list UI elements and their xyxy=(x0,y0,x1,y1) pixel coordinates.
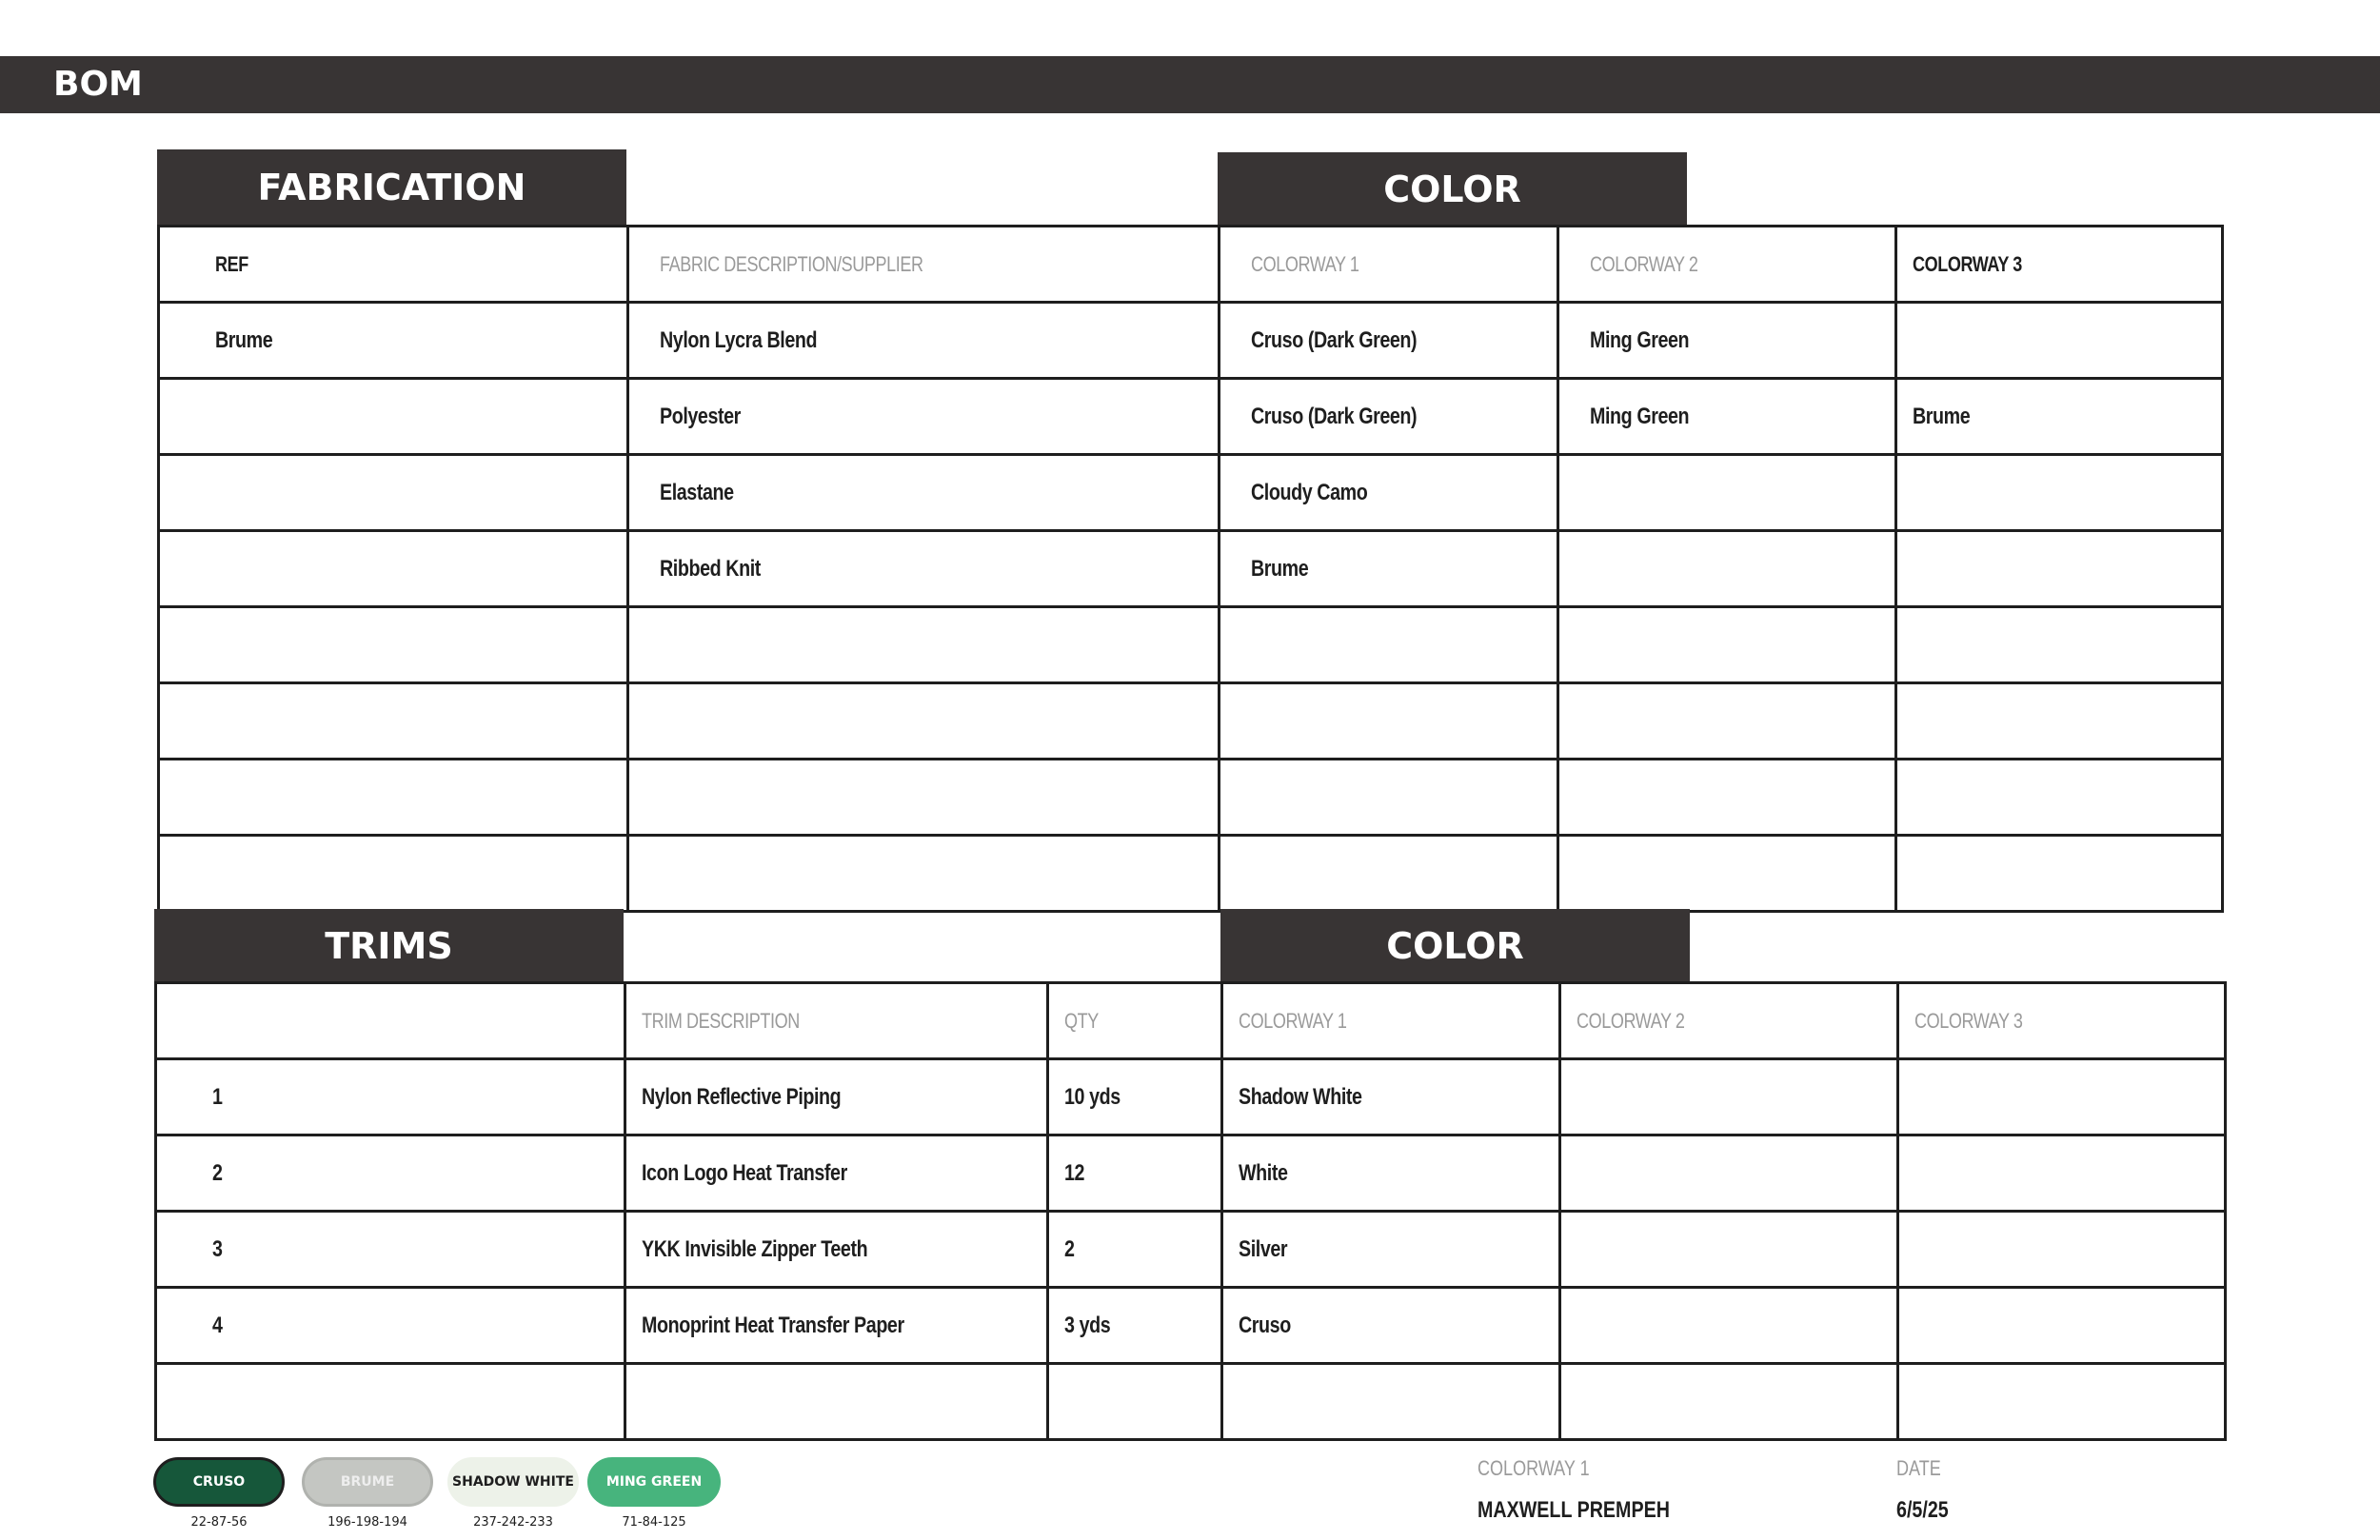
trims-cell-trim-description xyxy=(625,1135,1048,1212)
trims-cell-colorway-3 xyxy=(1898,1364,2226,1440)
trims-col-colorway-2-text: COLORWAY 2 xyxy=(1577,1008,1685,1033)
table-row xyxy=(156,1288,2226,1364)
trims-cell-number-text: 2 xyxy=(212,1159,223,1186)
fabrication-cell-fabric-description xyxy=(628,760,1220,836)
fabrication-cell-colorway-2 xyxy=(1558,607,1896,683)
fabrication-cell-colorway-1-text: Cruso (Dark Green) xyxy=(1251,326,1418,353)
fabrication-col-ref xyxy=(159,227,628,303)
table-row xyxy=(159,303,2223,379)
trims-cell-qty xyxy=(1048,1135,1222,1212)
fabrication-table xyxy=(157,225,2224,913)
trims-cell-colorway-2 xyxy=(1560,1364,1898,1440)
trims-col-qty xyxy=(1048,983,1222,1059)
fabrication-cell-colorway-3-text: Brume xyxy=(1913,403,1971,429)
swatch-code: 196-198-194 xyxy=(327,1515,407,1530)
footer-designer: MAXWELL PREMPEH xyxy=(1478,1497,1670,1523)
trims-cell-trim-description xyxy=(625,1059,1048,1135)
trims-cell-number xyxy=(156,1288,625,1364)
trims-col-qty-text: QTY xyxy=(1064,1008,1099,1033)
trims-cell-qty xyxy=(1048,1212,1222,1288)
trims-header: TRIMS xyxy=(154,909,624,983)
page-title: BOM xyxy=(53,65,143,104)
trims-cell-number xyxy=(156,1364,625,1440)
fabrication-cell-colorway-1 xyxy=(1220,455,1558,531)
trims-cell-colorway-3 xyxy=(1898,1059,2226,1135)
swatch-cruso: CRUSO xyxy=(153,1457,285,1507)
trims-cell-qty-text: 3 yds xyxy=(1064,1312,1111,1338)
table-row xyxy=(159,531,2223,607)
fabrication-cell-colorway-3 xyxy=(1896,836,2223,912)
trims-cell-colorway-1 xyxy=(1222,1212,1560,1288)
trims-col-trim-description xyxy=(625,983,1048,1059)
fabrication-cell-fabric-description xyxy=(628,607,1220,683)
trims-col-colorway-3-text: COLORWAY 3 xyxy=(1914,1008,2023,1033)
trims-col-trim-description-text: TRIM DESCRIPTION xyxy=(642,1008,800,1033)
trims-cell-number-text: 1 xyxy=(212,1083,223,1110)
fabrication-cell-colorway-3 xyxy=(1896,303,2223,379)
trims-cell-colorway-3 xyxy=(1898,1135,2226,1212)
fabrication-cell-colorway-2 xyxy=(1558,455,1896,531)
trims-cell-colorway-2 xyxy=(1560,1212,1898,1288)
trims-cell-number-text: 4 xyxy=(212,1312,223,1338)
swatch-shadow-white: SHADOW WHITE xyxy=(447,1457,579,1507)
trims-cell-qty-text: 10 yds xyxy=(1064,1083,1121,1110)
fabrication-cell-colorway-1-text: Cruso (Dark Green) xyxy=(1251,403,1418,429)
swatch-brume: BRUME xyxy=(302,1457,433,1507)
fabrication-cell-colorway-3 xyxy=(1896,683,2223,760)
fabrication-cell-fabric-description xyxy=(628,836,1220,912)
trims-col-colorway-1-text: COLORWAY 1 xyxy=(1239,1008,1347,1033)
fabrication-cell-colorway-2-text: Ming Green xyxy=(1590,326,1690,353)
fabrication-cell-colorway-2 xyxy=(1558,303,1896,379)
footer-colorway-label: COLORWAY 1 xyxy=(1478,1456,1590,1480)
trims-cell-qty xyxy=(1048,1364,1222,1440)
trims-cell-qty xyxy=(1048,1059,1222,1135)
fabrication-cell-colorway-3 xyxy=(1896,531,2223,607)
fabrication-cell-fabric-description xyxy=(628,303,1220,379)
trims-cell-colorway-1-text: Cruso xyxy=(1239,1312,1291,1338)
fabrication-cell-colorway-1 xyxy=(1220,836,1558,912)
fabrication-header-row xyxy=(159,227,2223,303)
trims-cell-colorway-1-text: Silver xyxy=(1239,1235,1288,1262)
fabrication-cell-colorway-2 xyxy=(1558,379,1896,455)
table-row xyxy=(159,683,2223,760)
swatch-ming-green: MING GREEN xyxy=(587,1457,721,1507)
fabrication-cell-ref xyxy=(159,683,628,760)
fabrication-cell-fabric-description-text: Polyester xyxy=(660,403,741,429)
fabrication-cell-colorway-2 xyxy=(1558,531,1896,607)
fabrication-cell-colorway-3 xyxy=(1896,607,2223,683)
swatch-code: 71-84-125 xyxy=(622,1515,686,1530)
footer-date: 6/5/25 xyxy=(1896,1497,1949,1523)
swatch-code: 22-87-56 xyxy=(190,1515,248,1530)
trims-cell-colorway-3 xyxy=(1898,1212,2226,1288)
trims-cell-number xyxy=(156,1212,625,1288)
fabrication-cell-colorway-2-text: Ming Green xyxy=(1590,403,1690,429)
trims-color-header: COLOR xyxy=(1220,909,1690,983)
trims-cell-colorway-1-text: White xyxy=(1239,1159,1288,1186)
trims-cell-number-text: 3 xyxy=(212,1235,223,1262)
trims-cell-colorway-3 xyxy=(1898,1288,2226,1364)
footer-date-label: DATE xyxy=(1896,1456,1941,1480)
fabrication-cell-ref xyxy=(159,379,628,455)
table-row xyxy=(159,607,2223,683)
fabrication-cell-colorway-2 xyxy=(1558,760,1896,836)
trims-cell-trim-description xyxy=(625,1288,1048,1364)
fabrication-header: FABRICATION xyxy=(157,149,626,226)
table-row xyxy=(156,1364,2226,1440)
fabrication-cell-colorway-1-text: Brume xyxy=(1251,555,1309,582)
fabrication-cell-colorway-1 xyxy=(1220,607,1558,683)
table-row xyxy=(156,1212,2226,1288)
fabrication-cell-colorway-1 xyxy=(1220,760,1558,836)
fabrication-col-colorway-1 xyxy=(1220,227,1558,303)
fabrication-col-colorway-1-text: COLORWAY 1 xyxy=(1251,251,1359,276)
trims-cell-trim-description xyxy=(625,1364,1048,1440)
trims-cell-qty-text: 2 xyxy=(1064,1235,1075,1262)
fabrication-cell-colorway-1-text: Cloudy Camo xyxy=(1251,479,1368,505)
trims-col-colorway-1 xyxy=(1222,983,1560,1059)
trims-cell-number xyxy=(156,1135,625,1212)
fabrication-cell-colorway-2 xyxy=(1558,836,1896,912)
fabrication-color-header: COLOR xyxy=(1218,152,1687,227)
fabrication-col-fabric-description-text: FABRIC DESCRIPTION/SUPPLIER xyxy=(660,251,923,276)
fabrication-cell-colorway-1 xyxy=(1220,379,1558,455)
trims-cell-colorway-1 xyxy=(1222,1288,1560,1364)
fabrication-cell-fabric-description-text: Ribbed Knit xyxy=(660,555,761,582)
fabrication-cell-ref xyxy=(159,836,628,912)
fabrication-cell-colorway-3 xyxy=(1896,455,2223,531)
trims-col-number xyxy=(156,983,625,1059)
trims-cell-trim-description-text: Nylon Reflective Piping xyxy=(642,1083,842,1110)
trims-cell-qty xyxy=(1048,1288,1222,1364)
trims-cell-qty-text: 12 xyxy=(1064,1159,1085,1186)
trims-cell-colorway-2 xyxy=(1560,1135,1898,1212)
fabrication-cell-ref xyxy=(159,455,628,531)
trims-cell-trim-description-text: Icon Logo Heat Transfer xyxy=(642,1159,847,1186)
trims-cell-colorway-1 xyxy=(1222,1364,1560,1440)
fabrication-cell-colorway-3 xyxy=(1896,760,2223,836)
fabrication-cell-ref xyxy=(159,760,628,836)
fabrication-cell-fabric-description-text: Nylon Lycra Blend xyxy=(660,326,818,353)
fabrication-cell-colorway-1 xyxy=(1220,531,1558,607)
fabrication-cell-fabric-description xyxy=(628,379,1220,455)
table-row xyxy=(156,1059,2226,1135)
swatch-code: 237-242-233 xyxy=(473,1515,553,1530)
top-bar xyxy=(0,56,2380,113)
trims-table xyxy=(154,981,2227,1441)
fabrication-cell-ref xyxy=(159,303,628,379)
table-row xyxy=(159,760,2223,836)
fabrication-col-colorway-3 xyxy=(1896,227,2223,303)
fabrication-cell-fabric-description-text: Elastane xyxy=(660,479,734,505)
trims-cell-trim-description-text: Monoprint Heat Transfer Paper xyxy=(642,1312,904,1338)
fabrication-cell-fabric-description xyxy=(628,531,1220,607)
table-row xyxy=(156,1135,2226,1212)
table-row xyxy=(159,379,2223,455)
trims-cell-number xyxy=(156,1059,625,1135)
fabrication-col-colorway-2-text: COLORWAY 2 xyxy=(1590,251,1698,276)
fabrication-col-colorway-2 xyxy=(1558,227,1896,303)
fabrication-cell-colorway-2 xyxy=(1558,683,1896,760)
trims-col-colorway-2 xyxy=(1560,983,1898,1059)
fabrication-col-colorway-3-text: COLORWAY 3 xyxy=(1913,251,2022,276)
fabrication-cell-ref xyxy=(159,531,628,607)
trims-cell-colorway-2 xyxy=(1560,1059,1898,1135)
trims-cell-trim-description xyxy=(625,1212,1048,1288)
trims-header-row xyxy=(156,983,2226,1059)
trims-cell-colorway-2 xyxy=(1560,1288,1898,1364)
trims-cell-colorway-1 xyxy=(1222,1059,1560,1135)
fabrication-col-ref-text: REF xyxy=(215,251,248,276)
trims-cell-trim-description-text: YKK Invisible Zipper Teeth xyxy=(642,1235,868,1262)
fabrication-cell-ref xyxy=(159,607,628,683)
trims-col-colorway-3 xyxy=(1898,983,2226,1059)
fabrication-cell-fabric-description xyxy=(628,683,1220,760)
trims-cell-colorway-1 xyxy=(1222,1135,1560,1212)
trims-cell-colorway-1-text: Shadow White xyxy=(1239,1083,1362,1110)
table-row xyxy=(159,836,2223,912)
fabrication-cell-ref-text: Brume xyxy=(215,326,273,353)
fabrication-cell-colorway-3 xyxy=(1896,379,2223,455)
table-row xyxy=(159,455,2223,531)
fabrication-cell-colorway-1 xyxy=(1220,683,1558,760)
fabrication-cell-fabric-description xyxy=(628,455,1220,531)
fabrication-cell-colorway-1 xyxy=(1220,303,1558,379)
fabrication-col-fabric-description xyxy=(628,227,1220,303)
